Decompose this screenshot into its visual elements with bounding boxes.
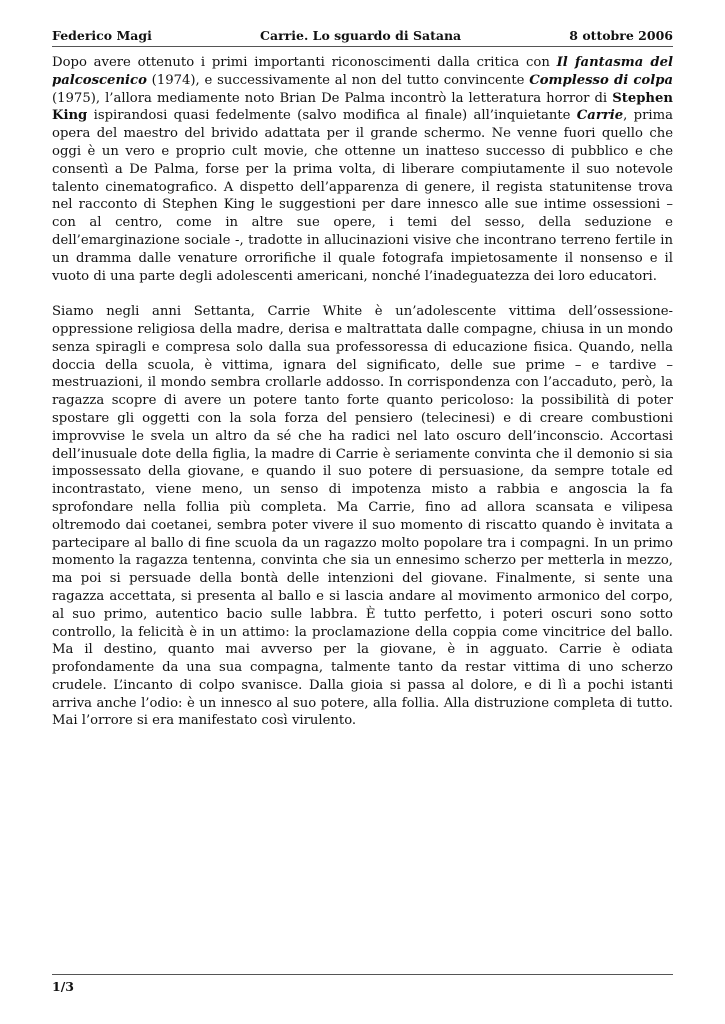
paragraph-1 [52, 54, 673, 285]
film-title-carrie: Carrie [576, 108, 624, 124]
page-footer [52, 974, 673, 994]
p1-text-1: Dopo avere ottenuto i primi importanti riconoscimenti dalla critica con [52, 55, 557, 70]
header-date: 8 ottobre 2006 [569, 28, 673, 43]
article-body [52, 54, 673, 748]
author-name-king: Stephen King [52, 90, 673, 124]
header-author: Federico Magi [52, 28, 152, 43]
p1-text-4: ispirandosi quasi fedelmente (salvo modifica al finale) all’inquietante [87, 108, 577, 124]
p1-text-3: (1975), l’allora mediamente noto Brian De Palma incontrò la letteratura horror di [52, 90, 613, 106]
film-title-complesso: Complesso di colpa [529, 72, 673, 88]
header-title: Carrie. Lo sguardo di Satana [260, 28, 462, 43]
page-header [52, 28, 673, 47]
paragraph-2: Siamo negli anni Settanta, Carrie White è un’adolescente vittima dell’ossessione-oppressione religiosa della madre, derisa e maltrattata dalle compagne, chiusa in un mondo senza spiragli e compresa solo dalla sua professoressa di educazione fisica. Quando, nella doccia della scuola, è vittima, ignara del significato, delle sue prime – e tardive – mestruazioni, il mondo sembra crollarle addosso. In corrispondenza con l’accaduto, però, la ragazza scopre di avere un potere tanto forte quanto pericoloso: la possibilità di poter spostare gli oggetti con la sola forza del pensiero (telecinesi) e di creare combustioni improvvise le svela un altro da sé che ha radici nel lato oscuro dell’inconscio. Accortasi dell’inusuale dote della figlia, la madre di Carrie è seriamente convinta che il demonio si sia impossessato della giovane, e quando il suo potere di persuasione, da sempre totale ed incontrastato, viene meno, un senso di impotenza misto a rabbia e angoscia la fa sprofondare nella follia più completa. Ma Carrie, fino ad allora scansata e vilipesa oltremodo dai coetanei, sembra poter vivere il suo momento di riscatto quando è invitata a partecipare al ballo di fine scuola da un ragazzo molto popolare tra i compagni. In un primo momento la ragazza tentenna, convinta che sia un ennesimo scherzo per metterla in mezzo, ma poi si persuade della bontà delle intenzioni del giovane. Finalmente, si sente una ragazza accettata, si presenta al ballo e si lascia andare al movimento armonico del corpo, al suo primo, autentico bacio sulle labbra. È tutto perfetto, i poteri oscuri sono sotto controllo, la felicità è in un attimo: la proclamazione della coppia come vincitrice del ballo. Ma il destino, quanto mai avverso per la giovane, è in agguato. Carrie è odiata profondamente da una sua compagna, talmente tanto da restar vittima di uno scherzo crudele. L’incanto di colpo svanisce. Dalla gioia si passa al dolore, e di lì a pochi istanti arriva anche l’odio: è un innesco al suo potere, alla follia. Alla distruzione completa di tutto. Mai l’orrore si era manifestato così virulento. [52, 304, 673, 729]
film-title-fantasma: Il fantasma del palcoscenico [52, 55, 673, 88]
p1-text-2: (1974), e successivamente al non del tutto convincente [146, 72, 530, 88]
page-number: 1/3 [52, 979, 74, 994]
p1-text-5: , prima opera del maestro del brivido adattata per il grande schermo. Ne venne fuori quello che oggi è un vero e proprio cult movie, che ottenne un inatteso successo di pubblico e che consentì a De Palma, forse per la prima volta, di liberare compiutamente il suo notevole talento cinematografico. A dispetto dell’apparenza di genere, il regista statunitense trova nel racconto di Stephen King le suggestioni per dare innesco alle sue intime ossessioni – con al centro, come in altre sue opere, i temi del sesso, della seduzione e dell’emarginazione sociale -, tradotte in allucinazioni visive che incontrano terreno fertile in un dramma dalle venature orrorifiche il quale fotografa impietosamente il nonsenso e il vuoto di una parte degli adolescenti americani, nonché l’inadeguatezza dei loro educatori. [52, 108, 673, 284]
